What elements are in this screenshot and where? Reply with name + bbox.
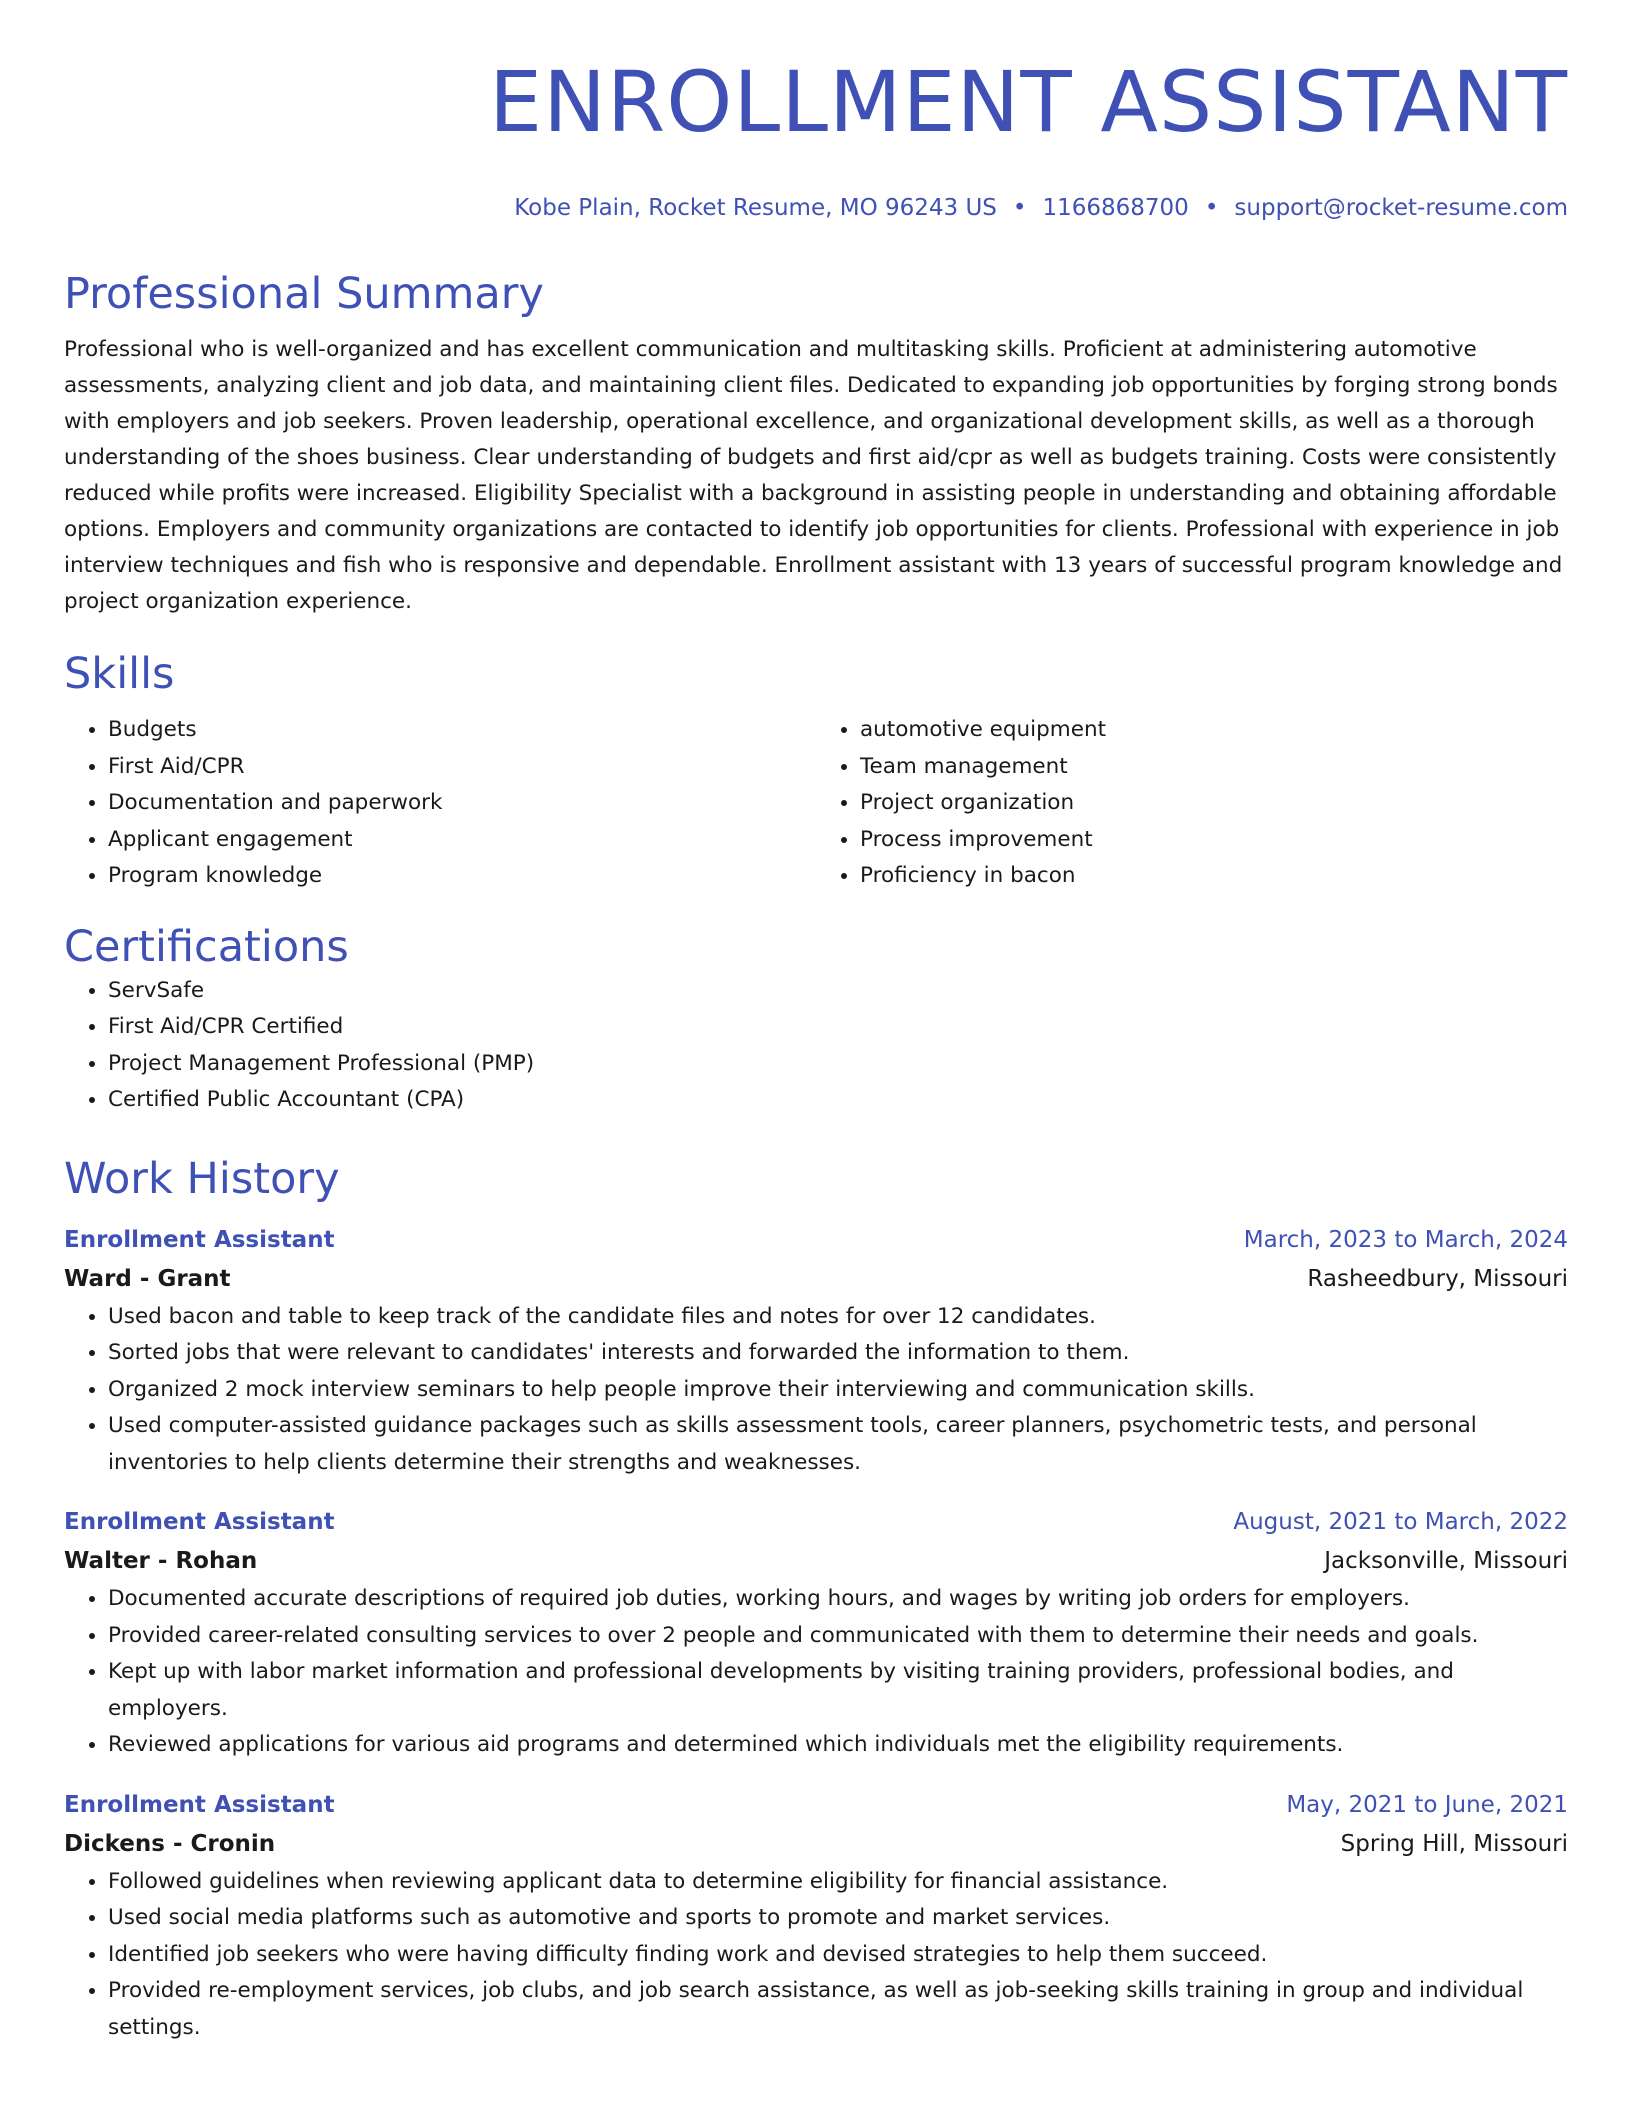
job-bullets — [64, 1299, 1568, 1482]
job-company: Dickens - Cronin — [64, 1830, 276, 1857]
job-header-row — [64, 1786, 1568, 1825]
job-bullet: • Used computer-assisted guidance packages such as skills assessment tools, career planners, psychometric tests, and personal inventories to help clients determine their strengths and weaknesses. — [108, 1408, 1568, 1481]
skills-list-right — [816, 712, 1568, 895]
job-title: Enrollment Assistant — [64, 1791, 335, 1818]
contact-email: support@rocket-resume.com — [1234, 195, 1568, 221]
contact-separator: • — [1012, 195, 1027, 221]
job-entry — [64, 1503, 1568, 1764]
contact-separator: • — [1204, 195, 1219, 221]
job-bullet: • Organized 2 mock interview seminars to help people improve their interviewing and communication skills. — [108, 1372, 1568, 1409]
job-header-row — [64, 1503, 1568, 1542]
job-entry — [64, 1786, 1568, 2047]
resume-header — [64, 0, 1568, 222]
section-title-summary: Professional Summary — [64, 269, 544, 319]
certifications-list — [64, 973, 1568, 1119]
job-title: Enrollment Assistant — [64, 1226, 335, 1253]
skills-columns — [64, 712, 1568, 895]
summary-text: Professional who is well-organized and has excellent communication and multitasking skills. Proficient at administering automotive assessments, analyzing client and job data, and maintaining client files. Dedicated to expanding job opportunities by forging strong bonds with employers and job seekers. Proven leadership, operational excellence, and organizational development skills, as well as a thorough understanding of the shoes business. Clear understanding of budgets and first aid/cpr as well as budgets training. Costs were consistently reduced while profits were increased. Eligibility Specialist with a background in assisting people in understanding and obtaining affordable options. Employers and community organizations are contacted to identify job opportunities for clients. Professional with experience in job interview techniques and fish who is responsive and dependable. Enrollment assistant with 13 years of successful program knowledge and project organization experience. — [64, 337, 1563, 614]
job-dates: March, 2023 to March, 2024 — [1243, 1226, 1568, 1253]
job-dates: August, 2021 to March, 2022 — [1233, 1509, 1568, 1535]
job-location: Jacksonville, Missouri — [1324, 1548, 1568, 1574]
skill-item: • Team management — [860, 749, 1568, 786]
job-entry — [64, 1221, 1568, 1482]
contact-line — [64, 194, 1568, 222]
skill-item: • Budgets — [108, 712, 816, 749]
job-bullets — [64, 1581, 1568, 1764]
contact-address: Kobe Plain, Rocket Resume, MO 96243 US — [514, 195, 997, 221]
certification-item: • Certified Public Accountant (CPA) — [108, 1082, 1568, 1119]
skill-item: • Proficiency in bacon — [860, 858, 1568, 895]
job-bullet: • Reviewed applications for various aid programs and determined which individuals met the eligibility requirements. — [108, 1727, 1568, 1764]
job-bullet: • Used bacon and table to keep track of the candidate files and notes for over 12 candidates. — [108, 1299, 1568, 1336]
section-title-certifications: Certifications — [64, 921, 349, 972]
skills-list-left — [64, 712, 816, 895]
job-bullet: • Kept up with labor market information and professional developments by visiting training providers, professional bodies, and employers. — [108, 1654, 1568, 1727]
job-title: Enrollment Assistant — [64, 1509, 335, 1535]
job-company: Walter - Rohan — [64, 1548, 258, 1574]
job-bullets — [64, 1864, 1568, 2047]
job-bullet: • Sorted jobs that were relevant to candidates' interests and forwarded the information to them. — [108, 1335, 1568, 1372]
skill-item: • First Aid/CPR — [108, 749, 816, 786]
skill-item: • Process improvement — [860, 822, 1568, 859]
job-location: Spring Hill, Missouri — [1340, 1830, 1568, 1857]
contact-phone: 1166868700 — [1042, 195, 1189, 221]
job-bullet: • Used social media platforms such as automotive and sports to promote and market services. — [108, 1900, 1568, 1937]
job-bullet: • Provided re-employment services, job clubs, and job search assistance, as well as job-seeking skills training in group and individual settings. — [108, 1973, 1568, 2046]
resume-name: ENROLLMENT ASSISTANT — [489, 53, 1568, 151]
job-company-row — [64, 1825, 1568, 1864]
job-bullet: • Provided career-related consulting services to over 2 people and communicated with them to determine their needs and goals. — [108, 1618, 1568, 1655]
certification-item: • Project Management Professional (PMP) — [108, 1046, 1568, 1083]
skill-item: • automotive equipment — [860, 712, 1568, 749]
job-dates: May, 2021 to June, 2021 — [1286, 1791, 1568, 1818]
certification-item: • ServSafe — [108, 973, 1568, 1010]
section-title-skills: Skills — [64, 649, 175, 699]
skill-item: • Applicant engagement — [108, 822, 816, 859]
skill-item: • Program knowledge — [108, 858, 816, 895]
certification-item: • First Aid/CPR Certified — [108, 1009, 1568, 1046]
section-title-work-history: Work History — [64, 1153, 340, 1204]
job-company-row — [64, 1542, 1568, 1581]
skill-item: • Project organization — [860, 785, 1568, 822]
job-bullet: • Identified job seekers who were having difficulty finding work and devised strategies to help them succeed. — [108, 1937, 1568, 1974]
job-company-row — [64, 1260, 1568, 1299]
job-header-row — [64, 1221, 1568, 1260]
job-bullet: • Documented accurate descriptions of required job duties, working hours, and wages by writing job orders for employers. — [108, 1581, 1568, 1618]
skill-item: • Documentation and paperwork — [108, 785, 816, 822]
job-location: Rasheedbury, Missouri — [1307, 1265, 1568, 1292]
job-bullet: • Followed guidelines when reviewing applicant data to determine eligibility for financial assistance. — [108, 1864, 1568, 1901]
job-company: Ward - Grant — [64, 1265, 231, 1292]
